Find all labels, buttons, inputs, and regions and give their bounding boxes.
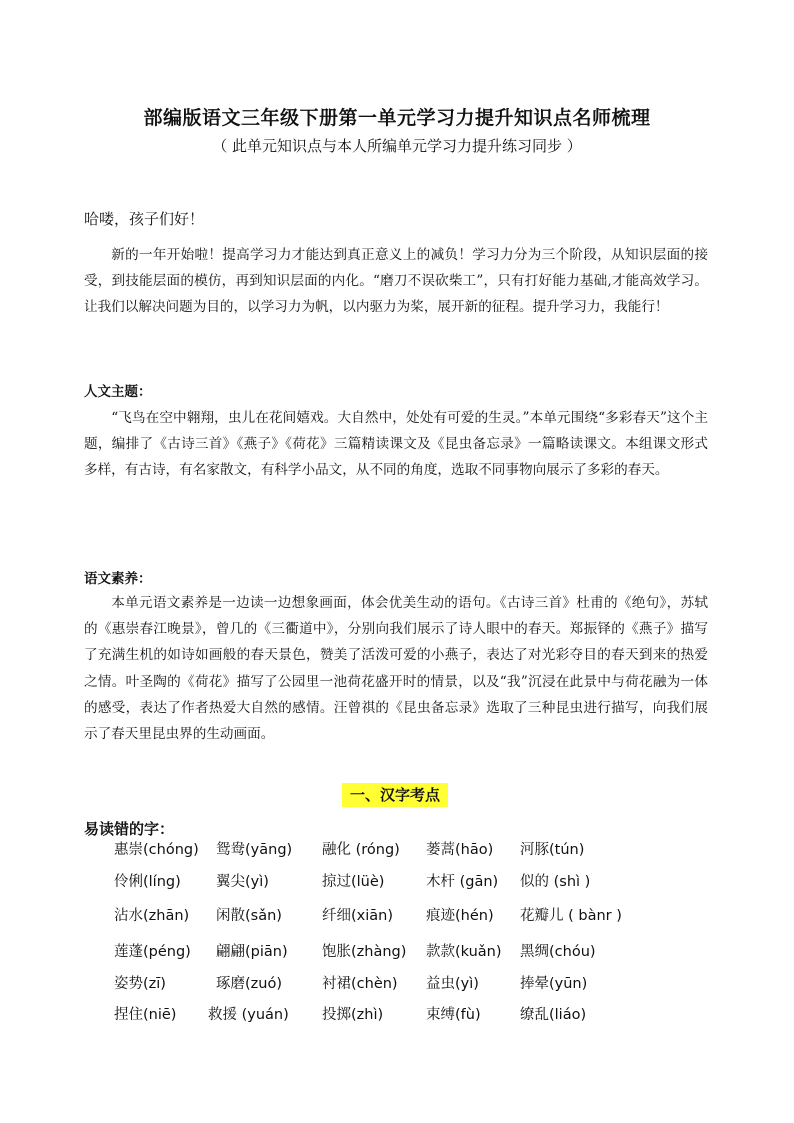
vocab-word: 缭乱(liáo) xyxy=(520,1007,587,1023)
vocab-word: 伶俐(líng) xyxy=(114,874,181,890)
vocab-heading: 易读错的字： xyxy=(84,820,175,838)
vocab-row xyxy=(0,1003,794,1027)
vocab-word: 捧晕(yūn) xyxy=(520,976,588,992)
literacy-paragraph: 本单元语文素养是一边读一边想象画面，体会优美生动的语句。《古诗三首》杜甫的《绝句》，苏轼的《惠崇春江晚景》，曾几的《三衢道中》，分别向我们展示了诗人眼中的春天。郑振铎的《燕子》描写了充满生机的如诗如画般的春天景色，赞美了活泼可爱的小燕子，表达了对光彩夺目的春天到来的热爱之情。叶圣陶的《荷花》描写了公园里一池荷花盛开时的情景，以及“我”沉浸在此景中与荷花融为一体的感受，表达了作者热爱大自然的感情。汪曾祺的《昆虫备忘录》选取了三种昆虫进行描写，向我们展示了春天里昆虫界的生动画面。 xyxy=(84,595,708,743)
vocab-word: 沾水(zhān) xyxy=(114,908,190,924)
vocab-word: 蒌蒿(hāo) xyxy=(426,842,494,858)
vocab-word: 救援 (yuán) xyxy=(208,1007,289,1023)
theme-heading: 人文主题： xyxy=(84,384,152,400)
vocab-row xyxy=(0,870,794,894)
vocab-word: 琢磨(zuó) xyxy=(216,976,282,992)
vocab-word: 款款(kuǎn) xyxy=(426,944,502,960)
vocab-word: 莲蓬(péng) xyxy=(114,944,191,960)
vocab-word: 姿势(zī) xyxy=(114,976,166,992)
vocab-row xyxy=(0,904,794,928)
vocab-word: 融化 (róng) xyxy=(322,842,400,858)
vocab-word: 鸳鸯(yāng) xyxy=(216,842,293,858)
vocab-word: 纤细(xiān) xyxy=(322,908,393,924)
vocab-word: 益虫(yì) xyxy=(426,976,479,992)
intro-paragraph: 新的一年开始啦！提高学习力才能达到真正意义上的减负！学习力分为三个阶段，从知识层面的接受，到技能层面的模仿，再到知识层面的内化。“磨刀不误砍柴工”，只有打好能力基础,才能高效学习。让我们以解决问题为目的，以学习力为帆，以内驱力为桨，展开新的征程。提升学习力，我能行！ xyxy=(84,247,708,316)
vocab-word: 黑绸(chóu) xyxy=(520,944,596,960)
vocab-word: 惠崇(chóng) xyxy=(114,842,199,858)
vocab-word: 闲散(sǎn) xyxy=(216,908,282,924)
vocab-word: 投掷(zhì) xyxy=(322,1007,384,1023)
vocab-word: 衬裙(chèn) xyxy=(322,976,398,992)
vocab-word: 捏住(niē) xyxy=(114,1007,177,1023)
greeting-text: 哈喽，孩子们好！ xyxy=(84,210,205,228)
theme-paragraph: “飞鸟在空中翱翔，虫儿在花间嬉戏。大自然中，处处有可爱的生灵。”本单元围绕“多彩春天”这个主题，编排了《古诗三首》《燕子》《荷花》三篇精读课文及《昆虫备忘录》一篇略读课文。本组课文形式多样，有古诗，有名家散文，有科学小品文，从不同的角度，选取不同事物向展示了多彩的春天。 xyxy=(84,410,708,479)
vocab-word: 束缚(fù) xyxy=(426,1007,481,1023)
literacy-heading: 语文素养： xyxy=(84,571,152,587)
vocab-word: 河豚(tún) xyxy=(520,842,585,858)
vocab-word: 木杆 (gān) xyxy=(426,874,499,890)
document-subtitle: （ 此单元知识点与本人所编单元学习力提升练习同步 ） xyxy=(212,137,582,155)
vocab-word: 翼尖(yì) xyxy=(216,874,269,890)
vocab-word: 痕迹(hén) xyxy=(426,908,494,924)
vocab-row xyxy=(0,972,794,996)
vocab-word: 似的 (shì ) xyxy=(520,874,591,890)
document-title: 部编版语文三年级下册第一单元学习力提升知识点名师梳理 xyxy=(143,107,651,129)
vocab-word: 花瓣儿 ( bànr ) xyxy=(520,908,622,924)
section-heading-highlight: 一、汉字考点 xyxy=(342,783,448,807)
vocab-word: 翩翩(piān) xyxy=(216,944,288,960)
vocab-row xyxy=(0,940,794,964)
vocab-word: 饱胀(zhàng) xyxy=(322,944,407,960)
vocab-word: 掠过(lüè) xyxy=(322,874,385,890)
vocab-row xyxy=(0,838,794,862)
